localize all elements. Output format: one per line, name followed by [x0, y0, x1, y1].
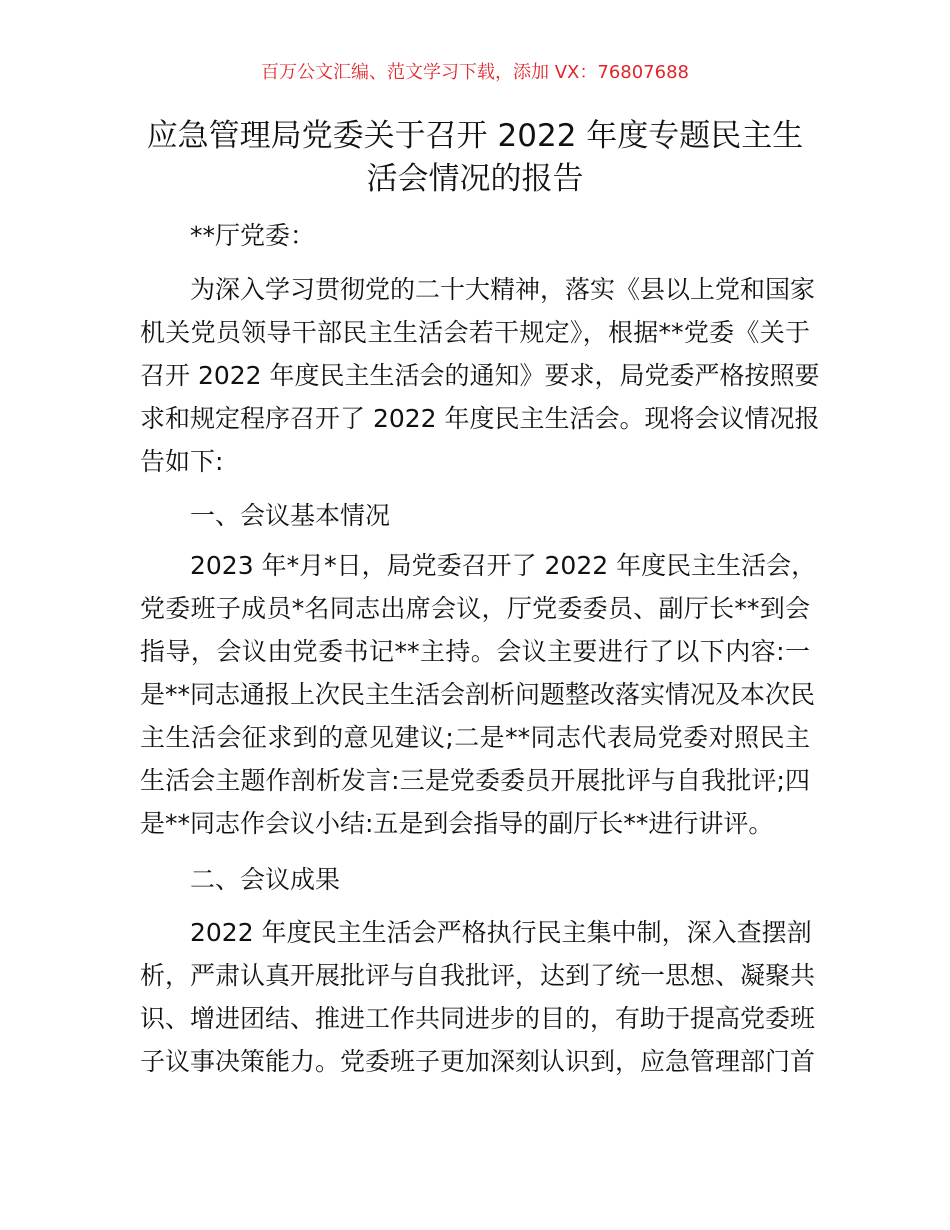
paragraph-line: 告如下:	[140, 447, 224, 476]
paragraph-line: 子议事决策能力。党委班子更加深刻认识到，应急管理部门首	[140, 1047, 816, 1076]
paragraph-line: 指导，会议由党委书记**主持。会议主要进行了以下内容:一	[140, 637, 810, 666]
paragraph-line: 2022 年度民主生活会严格执行民主集中制，深入查摆剖	[190, 918, 812, 947]
paragraph-line: 析，严肃认真开展批评与自我批评，达到了统一思想、凝聚共	[140, 961, 816, 990]
paragraph-line: 2023 年*月*日，局党委召开了 2022 年度民主生活会，	[190, 551, 817, 580]
watermark-header: 百万公文汇编、范文学习下载，添加 VX：76807688	[261, 62, 689, 83]
paragraph-line: 是**同志通报上次民主生活会剖析问题整改落实情况及本次民	[140, 680, 816, 709]
paragraph-line: 机关党员领导干部民主生活会若干规定》，根据**党委《关于	[140, 318, 810, 347]
paragraph-line: 主生活会征求到的意见建议;二是**同志代表局党委对照民主	[140, 723, 810, 752]
paragraph-line: 党委班子成员*名同志出席会议，厅党委委员、副厅长**到会	[140, 594, 810, 623]
section-heading-2: 二、会议成果	[190, 865, 341, 894]
paragraph-line: 为深入学习贯彻党的二十大精神，落实《县以上党和国家	[190, 275, 816, 304]
salutation: **厅党委：	[190, 221, 316, 250]
paragraph-line: 生活会主题作剖析发言:三是党委委员开展批评与自我批评;四	[140, 766, 810, 795]
paragraph-line: 识、增进团结、推进工作共同进步的目的，有助于提高党委班	[140, 1004, 816, 1033]
paragraph-line: 召开 2022 年度民主生活会的通知》要求，局党委严格按照要	[140, 361, 820, 390]
document-title-line-1: 应急管理局党委关于召开 2022 年度专题民主生	[146, 118, 804, 154]
paragraph-line: 是**同志作会议小结:五是到会指导的副厅长**进行讲评。	[140, 809, 774, 838]
section-heading-1: 一、会议基本情况	[190, 501, 391, 530]
document-title-line-2: 活会情况的报告	[366, 161, 584, 197]
paragraph-line: 求和规定程序召开了 2022 年度民主生活会。现将会议情况报	[140, 404, 820, 433]
